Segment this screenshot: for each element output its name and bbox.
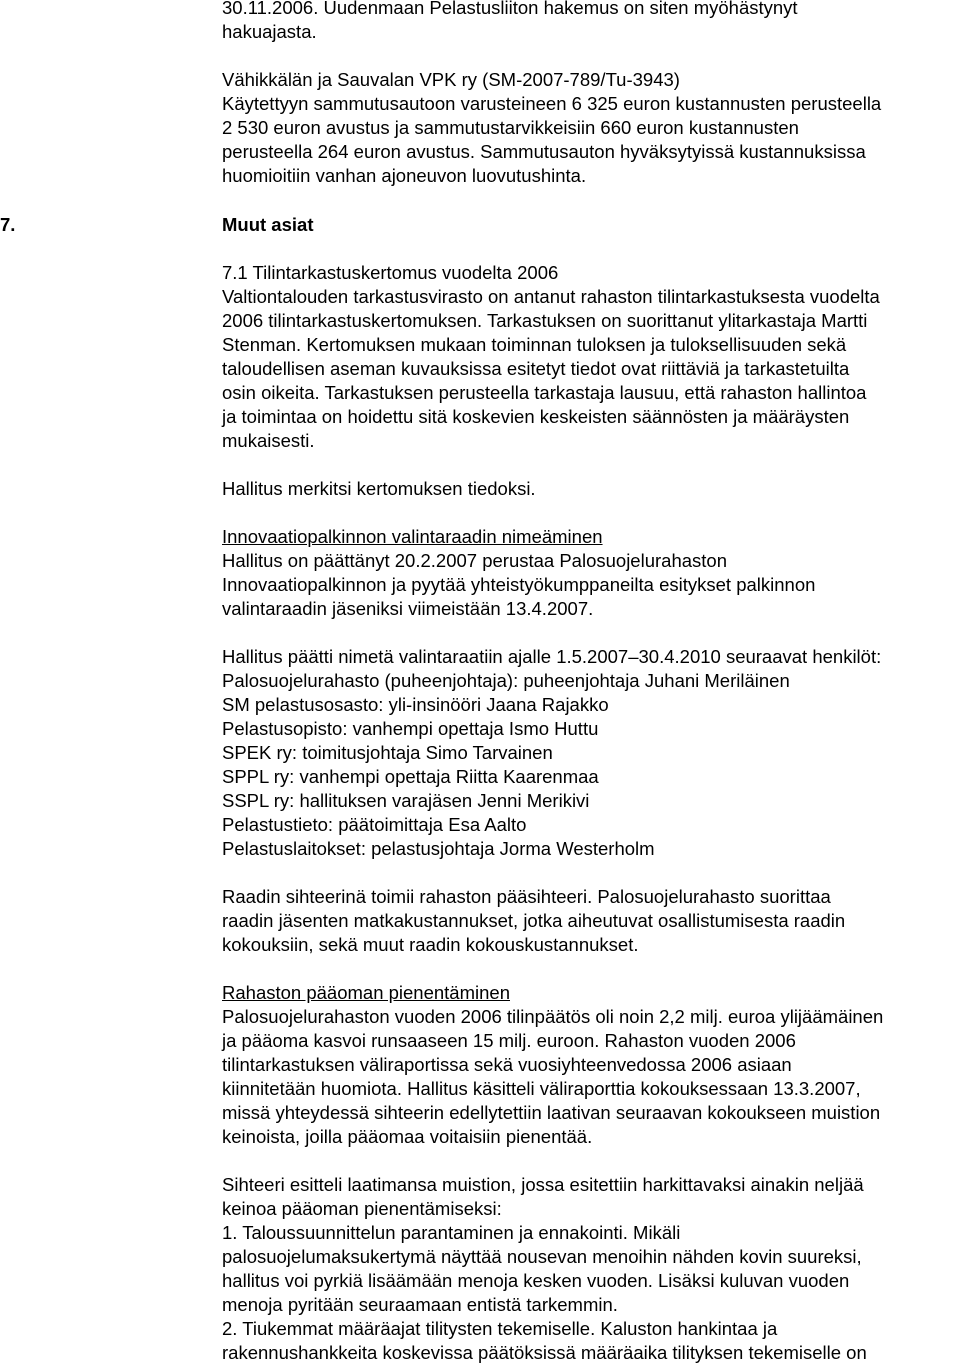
paragraph xyxy=(222,261,958,453)
section-title: Muut asiat xyxy=(222,214,314,235)
text-line: 2006 tilintarkastuskertomuksen. Tarkastuksen on suorittanut ylitarkastaja Martti xyxy=(222,310,868,331)
paragraph xyxy=(222,1173,958,1365)
text-line: raadin jäsenten matkakustannukset, jotka aiheutuvat osallistumisesta raadin xyxy=(222,910,846,931)
text-line: taloudellisen aseman kuvauksissa esitetyt tiedot ovat riittäviä ja tarkastetuilta xyxy=(222,358,850,379)
paragraph xyxy=(222,525,958,621)
text-line: osin oikeita. Tarkastuksen perusteella tarkastaja lausuu, että rahaston hallintoa xyxy=(222,382,867,403)
text-line: keinoa pääoman pienentämiseksi: xyxy=(222,1198,502,1219)
text-line: ja pääoma kasvoi runsaaseen 15 milj. euroon. Rahaston vuoden 2006 xyxy=(222,1030,796,1051)
text-line: mukaisesti. xyxy=(222,430,315,451)
text-line: palosuojelumaksukertymä näyttää nousevan menoihin nähden kovin suureksi, xyxy=(222,1246,862,1267)
paragraph-gap xyxy=(222,861,958,885)
text-line: Raadin sihteerinä toimii rahaston pääsihteeri. Palosuojelurahasto suorittaa xyxy=(222,886,831,907)
text-line: Pelastustieto: päätoimittaja Esa Aalto xyxy=(222,814,527,835)
text-line: ja toimintaa on hoidettu sitä koskevien keskeisten säännösten ja määräysten xyxy=(222,406,850,427)
text-line: Hallitus merkitsi kertomuksen tiedoksi. xyxy=(222,478,536,499)
paragraph xyxy=(222,981,958,1149)
text-line: Palosuojelurahaston vuoden 2006 tilinpäätös oli noin 2,2 milj. euroa ylijäämäinen xyxy=(222,1006,884,1027)
text-line: SPPL ry: vanhempi opettaja Riitta Kaarenmaa xyxy=(222,766,599,787)
section-number: 7. xyxy=(0,214,16,235)
main-section xyxy=(222,261,958,1365)
text-line: 30.11.2006. Uudenmaan Pelastusliiton hakemus on siten myöhästynyt xyxy=(222,0,798,18)
paragraph-gap xyxy=(222,1149,958,1173)
paragraph xyxy=(222,885,958,957)
text-line: Vähikkälän ja Sauvalan VPK ry (SM-2007-789/Tu-3943) xyxy=(222,69,680,90)
text-line: 1. Taloussuunnittelun parantaminen ja ennakointi. Mikäli xyxy=(222,1222,681,1243)
top-section xyxy=(222,0,958,188)
paragraph-gap xyxy=(222,453,958,477)
paragraph xyxy=(222,645,958,861)
text-line xyxy=(222,44,958,68)
text-line: 7.1 Tilintarkastuskertomus vuodelta 2006 xyxy=(222,262,559,283)
text-line: huomioitiin vanhan ajoneuvon luovutushinta. xyxy=(222,165,587,186)
paragraph xyxy=(222,477,958,501)
text-line: missä yhteydessä sihteerin edellytettiin laativan seuraavan kokoukseen muistion xyxy=(222,1102,881,1123)
text-line: SPEK ry: toimitusjohtaja Simo Tarvainen xyxy=(222,742,553,763)
text-line: Käytettyyn sammutusautoon varusteineen 6 325 euron kustannusten perusteella xyxy=(222,93,882,114)
text-line: 2 530 euron avustus ja sammutustarvikkeisiin 660 euron kustannusten xyxy=(222,117,799,138)
text-line: kiinnitetään huomiota. Hallitus käsitteli väliraporttia kokouksessaan 13.3.2007, xyxy=(222,1078,861,1099)
text-line: 2. Tiukemmat määräajat tilitysten tekemiselle. Kaluston hankintaa ja xyxy=(222,1318,778,1339)
text-line: Pelastusopisto: vanhempi opettaja Ismo Huttu xyxy=(222,718,599,739)
text-line: Hallitus päätti nimetä valintaraatiin ajalle 1.5.2007–30.4.2010 seuraavat henkilöt: xyxy=(222,646,882,667)
text-line: perusteella 264 euron avustus. Sammutusauton hyväksytyissä kustannuksissa xyxy=(222,141,866,162)
text-line: keinoista, joilla pääomaa voitaisiin pienentää. xyxy=(222,1126,593,1147)
text-line: valintaraadin jäseniksi viimeistään 13.4.2007. xyxy=(222,598,594,619)
text-line: hallitus voi pyrkiä lisäämään menoja kesken vuoden. Lisäksi kuluvan vuoden xyxy=(222,1270,850,1291)
text-line: Valtiontalouden tarkastusvirasto on antanut rahaston tilintarkastuksesta vuodelta xyxy=(222,286,880,307)
text-line: hakuajasta. xyxy=(222,21,317,42)
text-line: Stenman. Kertomuksen mukaan toiminnan tuloksen ja tuloksellisuuden sekä xyxy=(222,334,847,355)
text-line: rakennushankkeita koskevissa päätöksissä määräaika tilityksen tekemiselle on xyxy=(222,1342,867,1363)
paragraph-gap xyxy=(222,957,958,981)
text-line: Pelastuslaitokset: pelastusjohtaja Jorma Westerholm xyxy=(222,838,655,859)
text-line: Hallitus on päättänyt 20.2.2007 perustaa Palosuojelurahaston xyxy=(222,550,727,571)
text-line: Innovaatiopalkinnon ja pyytää yhteistyökumppaneilta esitykset palkinnon xyxy=(222,574,816,595)
text-line: SSPL ry: hallituksen varajäsen Jenni Merikivi xyxy=(222,790,590,811)
subheading: Rahaston pääoman pienentäminen xyxy=(222,982,510,1003)
text-line: kokouksiin, sekä muut raadin kokouskustannukset. xyxy=(222,934,639,955)
text-line: tilintarkastuksen väliraportissa sekä vuosiyhteenvedossa 2006 asiaan xyxy=(222,1054,792,1075)
paragraph-gap xyxy=(222,501,958,525)
text-line: Sihteeri esitteli laatimansa muistion, jossa esitettiin harkittavaksi ainakin neljää xyxy=(222,1174,864,1195)
text-line: SM pelastusosasto: yli-insinööri Jaana Rajakko xyxy=(222,694,609,715)
paragraph-gap xyxy=(222,621,958,645)
text-line: Palosuojelurahasto (puheenjohtaja): puheenjohtaja Juhani Meriläinen xyxy=(222,670,790,691)
subheading: Innovaatiopalkinnon valintaraadin nimeäminen xyxy=(222,526,603,547)
text-line: menoja pyritään seuraamaan entistä tarkemmin. xyxy=(222,1294,618,1315)
